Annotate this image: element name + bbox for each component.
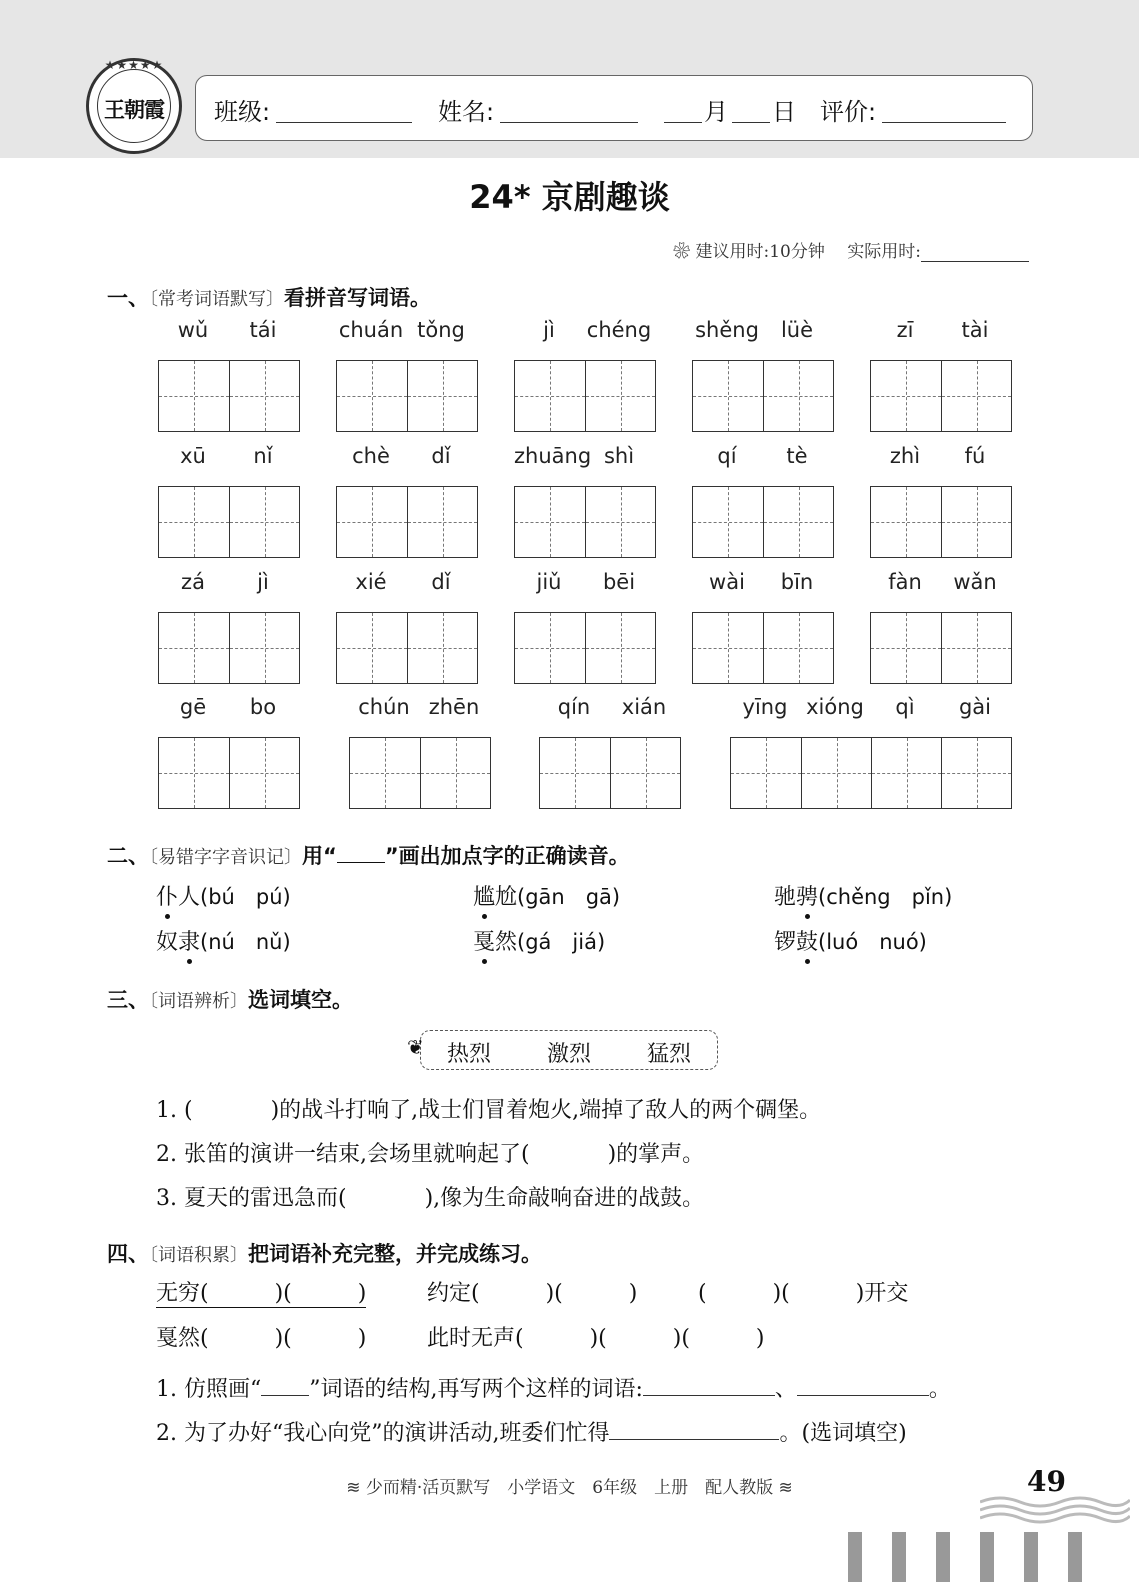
pinyin-label: chéng (586, 318, 652, 342)
pron-options[interactable]: (chěng pǐn) (818, 885, 953, 909)
pinyin-label: wǔ (177, 318, 209, 342)
pinyin-label: dǐ (431, 570, 451, 594)
pinyin-label: wài (709, 570, 745, 594)
writing-grid (692, 612, 834, 684)
answer-blank[interactable] (609, 1417, 779, 1440)
pinyin-label: tài (961, 318, 989, 342)
pinyin-label: gē (179, 695, 207, 719)
flower-icon: ❦ (407, 1035, 424, 1059)
underline-sample (337, 848, 385, 863)
pinyin-label: lüè (780, 318, 814, 342)
dotted-char: 隶 (178, 930, 201, 955)
month-field[interactable] (664, 122, 702, 123)
class-field[interactable] (276, 122, 412, 123)
writing-cell[interactable] (337, 613, 407, 683)
pron-item-2: 尴尬(gān gā) (473, 885, 621, 910)
clock-icon: ❀ (673, 242, 691, 262)
writing-grid (870, 486, 1012, 558)
word-choice-box (407, 1030, 718, 1070)
writing-grid (158, 360, 300, 432)
pinyin-label: zī (896, 318, 914, 342)
writing-cell[interactable] (420, 738, 490, 808)
day-label: 日 (772, 98, 796, 126)
practice-question-2: 2. 为了办好“我心向党”的演讲活动,班委们忙得 。(选词填空) (156, 1416, 907, 1447)
section4-tag: 〔词语积累〕 (149, 1245, 248, 1266)
wave-decoration-icon (980, 1488, 1130, 1528)
pinyin-label: jì (543, 318, 555, 342)
pinyin-label: qì (895, 695, 915, 719)
dotted-char: 戛 (473, 930, 496, 955)
fill-question-2: 2. 张笛的演讲一结束,会场里就响起了( )的掌声。 (156, 1142, 705, 1167)
writing-grid (158, 612, 300, 684)
writing-grid (514, 360, 656, 432)
writing-grid (349, 737, 491, 809)
writing-cell[interactable] (871, 487, 941, 557)
section4-instruction: 把词语补充完整，并完成练习。 (248, 1242, 542, 1266)
section3-heading: 三、〔词语辨析〕选词填空。 (107, 988, 353, 1012)
writing-cell[interactable] (871, 361, 941, 431)
section3-tag: 〔词语辨析〕 (149, 991, 248, 1012)
writing-cell[interactable] (941, 487, 1011, 557)
pinyin-label: zhì (889, 444, 921, 468)
writing-grid (336, 360, 478, 432)
writing-cell[interactable] (693, 361, 763, 431)
section2-tag: 〔易错字字音识记〕 (149, 847, 302, 868)
pron-options[interactable]: (nú nǔ) (200, 930, 291, 954)
writing-cell[interactable] (941, 613, 1011, 683)
writing-grid (336, 486, 478, 558)
pron-options[interactable]: (gá jiá) (517, 930, 606, 954)
pron-item-4: 奴隶(nú nǔ) (156, 930, 291, 955)
logo-text: 王朝霞 (104, 97, 164, 122)
writing-cell[interactable] (159, 487, 229, 557)
writing-cell[interactable] (159, 613, 229, 683)
actual-time-label: 实际用时: (847, 242, 921, 262)
page-number: 49 (1027, 1465, 1066, 1498)
pinyin-label: tè (786, 444, 808, 468)
pinyin-label: nǐ (253, 444, 273, 468)
pinyin-label: chè (352, 444, 390, 468)
practice-question-1: 1. 仿照画“ ”词语的结构,再写两个这样的词语: 、 。 (156, 1372, 951, 1403)
pron-options[interactable]: (bú pú) (200, 885, 291, 909)
idiom-5[interactable]: 此时无声( )( )( ) (427, 1326, 765, 1351)
writing-grid (692, 360, 834, 432)
fill-question-1: 1. ( )的战斗打响了,战士们冒着炮火,端掉了敌人的两个碉堡。 (156, 1098, 822, 1123)
section1-tag: 〔常考词语默写〕 (149, 289, 284, 310)
logo-stars-icon: ★★★★★ (104, 58, 164, 72)
footer (0, 1473, 1139, 1498)
pinyin-label: chún (358, 695, 410, 719)
answer-slot (261, 1373, 309, 1396)
answer-blank[interactable] (643, 1373, 775, 1396)
pinyin-label: xióng (806, 695, 864, 719)
day-field[interactable] (732, 122, 770, 123)
dotted-char: 尴 (473, 885, 496, 910)
pron-item-3: 驰骋(chěng pǐn) (774, 885, 953, 910)
answer-blank[interactable] (797, 1373, 929, 1396)
section4-heading: 四、〔词语积累〕把词语补充完整，并完成练习。 (107, 1242, 542, 1266)
pinyin-label: tǒng (417, 318, 465, 342)
writing-grid (539, 737, 681, 809)
writing-cell[interactable] (159, 738, 229, 808)
wave-icon: ≋ (778, 1478, 793, 1498)
writing-cell[interactable] (229, 738, 299, 808)
writing-cell[interactable] (693, 487, 763, 557)
idiom-4[interactable]: 戛然( )( ) (156, 1326, 367, 1351)
eval-label: 评价: (820, 98, 877, 126)
pinyin-label: fú (964, 444, 986, 468)
pinyin-label: yīng (742, 695, 788, 719)
pron-item-5: 戛然(gá jiá) (473, 930, 606, 955)
writing-cell[interactable] (407, 613, 477, 683)
writing-cell[interactable] (515, 613, 585, 683)
writing-cell[interactable] (763, 613, 833, 683)
writing-cell[interactable] (610, 738, 680, 808)
pinyin-label: xū (180, 444, 206, 468)
brand-logo (86, 58, 182, 154)
writing-cell[interactable] (941, 361, 1011, 431)
pinyin-label: gài (958, 695, 992, 719)
writing-grid (692, 486, 834, 558)
wave-icon: ≋ (346, 1478, 361, 1498)
writing-cell[interactable] (871, 613, 941, 683)
idiom-1[interactable]: 无穷( )( ) (156, 1281, 367, 1306)
student-info-box (195, 75, 1033, 141)
pinyin-label: qín (557, 695, 591, 719)
pinyin-label: shěng (695, 318, 759, 342)
pinyin-label: tái (249, 318, 277, 342)
writing-grid (870, 360, 1012, 432)
writing-grid (514, 612, 656, 684)
writing-grid (336, 612, 478, 684)
pron-options[interactable]: (luó nuó) (818, 930, 927, 954)
writing-cell[interactable] (229, 487, 299, 557)
logo-ring (97, 58, 171, 143)
writing-grid (158, 737, 300, 809)
word-option[interactable]: 猛烈 (647, 1042, 692, 1067)
writing-cell[interactable] (871, 738, 941, 808)
writing-cell[interactable] (585, 487, 655, 557)
suggested-time: 建议用时:10分钟 (695, 242, 825, 262)
pinyin-label: chuán (338, 318, 404, 342)
writing-cell[interactable] (229, 613, 299, 683)
section3-instruction: 选词填空。 (248, 988, 353, 1012)
writing-cell[interactable] (540, 738, 610, 808)
lesson-title: 24* 京剧趣谈 (469, 178, 670, 216)
idiom-3[interactable]: ( )( )开交 (698, 1281, 909, 1306)
dotted-char: 仆 (156, 885, 179, 910)
writing-grid (730, 737, 1012, 809)
writing-cell[interactable] (407, 361, 477, 431)
writing-cell[interactable] (515, 487, 585, 557)
pron-options[interactable]: (gān gā) (517, 885, 621, 909)
name-label: 姓名: (438, 98, 495, 126)
writing-cell[interactable] (585, 361, 655, 431)
writing-cell[interactable] (159, 361, 229, 431)
writing-cell[interactable] (941, 738, 1011, 808)
writing-cell[interactable] (229, 361, 299, 431)
word-option[interactable]: 热烈 (447, 1042, 492, 1067)
pinyin-label: jì (257, 570, 269, 594)
writing-cell[interactable] (350, 738, 420, 808)
name-field[interactable] (500, 122, 638, 123)
writing-cell[interactable] (763, 487, 833, 557)
footer-text: 少而精·活页默写 小学语文 6年级 上册 配人教版 (365, 1478, 774, 1498)
writing-grid (158, 486, 300, 558)
dotted-char: 骋 (796, 885, 819, 910)
pinyin-label: zhēn (428, 695, 480, 719)
writing-grid (870, 612, 1012, 684)
dotted-char: 鼓 (796, 930, 819, 955)
fill-question-3: 3. 夏天的雷迅急而( ),像为生命敲响奋进的战鼓。 (156, 1186, 705, 1211)
word-option[interactable]: 激烈 (547, 1042, 592, 1067)
idiom-2[interactable]: 约定( )( ) (427, 1281, 638, 1306)
actual-time-field[interactable] (921, 243, 1029, 262)
section1-instruction: 看拼音写词语。 (284, 286, 431, 310)
writing-cell[interactable] (731, 738, 801, 808)
writing-cell[interactable] (801, 738, 871, 808)
writing-cell[interactable] (515, 361, 585, 431)
writing-grid (514, 486, 656, 558)
pinyin-label: xié (355, 570, 387, 594)
pron-item-1: 仆人(bú pú) (156, 885, 291, 910)
writing-cell[interactable] (337, 361, 407, 431)
writing-cell[interactable] (693, 613, 763, 683)
writing-cell[interactable] (585, 613, 655, 683)
pinyin-label: qí (717, 444, 737, 468)
section2-heading: 二、〔易错字字音识记〕用“ ”画出加点字的正确读音。 (107, 844, 630, 868)
month-label: 月 (704, 98, 728, 126)
pinyin-label: xián (621, 695, 667, 719)
pinyin-label: dǐ (431, 444, 451, 468)
eval-field[interactable] (882, 122, 1006, 123)
writing-cell[interactable] (763, 361, 833, 431)
pinyin-label: wǎn (953, 570, 997, 594)
pinyin-label: bēi (602, 570, 636, 594)
section1-heading: 一、〔常考词语默写〕看拼音写词语。 (107, 286, 431, 310)
class-label: 班级: (214, 98, 271, 126)
pinyin-label: zá (181, 570, 205, 594)
time-info (673, 237, 1029, 262)
pinyin-label: bīn (780, 570, 814, 594)
writing-cell[interactable] (407, 487, 477, 557)
pinyin-label: fàn (888, 570, 922, 594)
pron-item-6: 锣鼓(luó nuó) (774, 930, 927, 955)
writing-cell[interactable] (337, 487, 407, 557)
pinyin-label: shì (603, 444, 635, 468)
pinyin-label: jiǔ (536, 570, 562, 594)
pinyin-label: bo (249, 695, 277, 719)
pinyin-label: zhuāng (514, 444, 592, 468)
